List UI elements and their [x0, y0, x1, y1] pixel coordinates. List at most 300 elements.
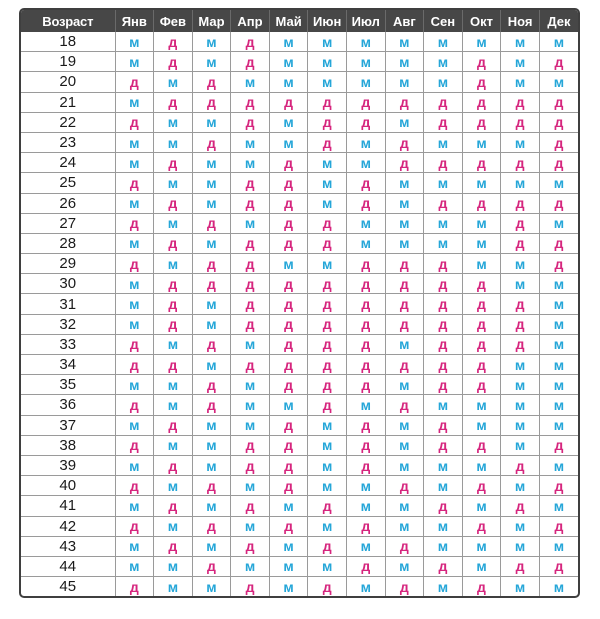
header-month: Апр: [231, 10, 270, 32]
girl-cell: д: [346, 112, 385, 132]
girl-cell: д: [308, 314, 347, 334]
boy-cell: м: [424, 132, 463, 152]
boy-cell: м: [269, 72, 308, 92]
boy-cell: м: [346, 213, 385, 233]
boy-cell: м: [462, 233, 501, 253]
girl-cell: д: [462, 193, 501, 213]
girl-cell: д: [115, 213, 154, 233]
girl-cell: д: [501, 193, 540, 213]
boy-cell: м: [154, 476, 193, 496]
boy-cell: м: [385, 375, 424, 395]
table-row: [21, 556, 578, 576]
boy-cell: м: [115, 132, 154, 152]
girl-cell: д: [424, 92, 463, 112]
girl-cell: д: [115, 516, 154, 536]
boy-cell: м: [539, 455, 578, 475]
boy-cell: м: [192, 435, 231, 455]
age-cell: 24: [21, 153, 115, 173]
age-cell: 20: [21, 72, 115, 92]
girl-cell: д: [192, 213, 231, 233]
girl-cell: д: [346, 294, 385, 314]
table-row: [21, 274, 578, 294]
boy-cell: м: [192, 233, 231, 253]
boy-cell: м: [462, 496, 501, 516]
boy-cell: м: [424, 455, 463, 475]
girl-cell: д: [154, 415, 193, 435]
girl-cell: д: [231, 173, 270, 193]
boy-cell: м: [346, 476, 385, 496]
header-month: Янв: [115, 10, 154, 32]
girl-cell: д: [192, 254, 231, 274]
girl-cell: д: [231, 254, 270, 274]
boy-cell: м: [501, 577, 540, 597]
age-cell: 44: [21, 556, 115, 576]
boy-cell: м: [308, 193, 347, 213]
boy-cell: м: [115, 52, 154, 72]
table-row: [21, 254, 578, 274]
boy-cell: м: [231, 72, 270, 92]
girl-cell: д: [346, 375, 385, 395]
girl-cell: д: [115, 355, 154, 375]
girl-cell: д: [346, 274, 385, 294]
girl-cell: д: [192, 132, 231, 152]
boy-cell: м: [154, 334, 193, 354]
table-row: [21, 395, 578, 415]
girl-cell: д: [501, 455, 540, 475]
girl-cell: д: [231, 52, 270, 72]
boy-cell: м: [424, 52, 463, 72]
table-body: [21, 32, 578, 596]
girl-cell: д: [269, 193, 308, 213]
girl-cell: д: [231, 92, 270, 112]
girl-cell: д: [385, 577, 424, 597]
girl-cell: д: [192, 516, 231, 536]
girl-cell: д: [424, 435, 463, 455]
age-cell: 26: [21, 193, 115, 213]
girl-cell: д: [539, 476, 578, 496]
boy-cell: м: [385, 72, 424, 92]
girl-cell: д: [462, 112, 501, 132]
girl-cell: д: [231, 112, 270, 132]
age-cell: 27: [21, 213, 115, 233]
age-cell: 34: [21, 355, 115, 375]
girl-cell: д: [462, 153, 501, 173]
boy-cell: м: [385, 193, 424, 213]
girl-cell: д: [346, 435, 385, 455]
boy-cell: м: [154, 435, 193, 455]
girl-cell: д: [192, 395, 231, 415]
header-month: Дек: [539, 10, 578, 32]
girl-cell: д: [501, 556, 540, 576]
boy-cell: м: [539, 72, 578, 92]
boy-cell: м: [192, 496, 231, 516]
girl-cell: д: [269, 435, 308, 455]
boy-cell: м: [385, 415, 424, 435]
boy-cell: м: [424, 173, 463, 193]
age-cell: 37: [21, 415, 115, 435]
boy-cell: м: [154, 213, 193, 233]
header-month: Ноя: [501, 10, 540, 32]
table-row: [21, 415, 578, 435]
boy-cell: м: [385, 233, 424, 253]
girl-cell: д: [192, 72, 231, 92]
girl-cell: д: [269, 274, 308, 294]
boy-cell: м: [553, 578, 565, 595]
boy-cell: м: [231, 132, 270, 152]
girl-cell: д: [154, 233, 193, 253]
boy-cell: м: [539, 314, 578, 334]
boy-cell: м: [346, 395, 385, 415]
boy-cell: м: [269, 32, 308, 52]
boy-cell: м: [308, 476, 347, 496]
girl-cell: д: [308, 334, 347, 354]
boy-cell: м: [115, 314, 154, 334]
table-row: [21, 476, 578, 496]
boy-cell: м: [192, 153, 231, 173]
girl-cell: д: [501, 334, 540, 354]
boy-cell: м: [346, 153, 385, 173]
boy-cell: м: [539, 213, 578, 233]
table-row: [21, 334, 578, 354]
girl-cell: д: [231, 355, 270, 375]
boy-cell: м: [462, 395, 501, 415]
boy-cell: м: [231, 415, 270, 435]
boy-cell: м: [346, 577, 385, 597]
girl-cell: д: [385, 153, 424, 173]
boy-cell: м: [539, 395, 578, 415]
header-month: Авг: [385, 10, 424, 32]
girl-cell: д: [424, 112, 463, 132]
girl-cell: д: [385, 92, 424, 112]
girl-cell: д: [385, 314, 424, 334]
girl-cell: д: [501, 314, 540, 334]
girl-cell: д: [154, 52, 193, 72]
girl-cell: д: [154, 294, 193, 314]
girl-cell: д: [269, 476, 308, 496]
boy-cell: м: [462, 254, 501, 274]
girl-cell: д: [192, 375, 231, 395]
boy-cell: м: [115, 415, 154, 435]
boy-cell: м: [424, 233, 463, 253]
age-cell: 21: [21, 92, 115, 112]
table-row: [21, 173, 578, 193]
boy-cell: м: [424, 476, 463, 496]
girl-cell: д: [231, 496, 270, 516]
girl-cell: д: [115, 435, 154, 455]
girl-cell: д: [308, 213, 347, 233]
age-cell: 19: [21, 52, 115, 72]
boy-cell: м: [346, 132, 385, 152]
girl-cell: д: [539, 92, 578, 112]
girl-cell: д: [346, 193, 385, 213]
age-month-table: [21, 10, 578, 596]
girl-cell: д: [501, 92, 540, 112]
boy-cell: м: [269, 536, 308, 556]
boy-cell: м: [462, 455, 501, 475]
boy-cell: м: [154, 173, 193, 193]
boy-cell: м: [346, 32, 385, 52]
boy-cell: м: [269, 112, 308, 132]
girl-cell: д: [308, 375, 347, 395]
boy-cell: м: [308, 435, 347, 455]
girl-cell: д: [462, 92, 501, 112]
girl-cell: д: [539, 153, 578, 173]
boy-cell: м: [231, 153, 270, 173]
boy-cell: м: [501, 415, 540, 435]
girl-cell: д: [231, 455, 270, 475]
boy-cell: м: [424, 213, 463, 233]
boy-cell: м: [269, 254, 308, 274]
boy-cell: м: [385, 32, 424, 52]
girl-cell: д: [501, 213, 540, 233]
boy-cell: м: [539, 375, 578, 395]
header-row: [21, 10, 578, 32]
girl-cell: д: [462, 334, 501, 354]
girl-cell: д: [346, 355, 385, 375]
girl-cell: д: [154, 536, 193, 556]
header-age: Возраст: [21, 10, 115, 32]
boy-cell: м: [308, 32, 347, 52]
boy-cell: м: [192, 314, 231, 334]
boy-cell: м: [385, 112, 424, 132]
girl-cell: д: [269, 334, 308, 354]
girl-cell: д: [192, 92, 231, 112]
girl-cell: д: [231, 274, 270, 294]
girl-cell: д: [539, 233, 578, 253]
girl-cell: д: [424, 153, 463, 173]
boy-cell: м: [308, 516, 347, 536]
boy-cell: м: [424, 395, 463, 415]
girl-cell: д: [539, 556, 578, 576]
boy-cell: м: [424, 536, 463, 556]
girl-cell: д: [539, 516, 578, 536]
girl-cell: д: [231, 32, 270, 52]
boy-cell: м: [231, 516, 270, 536]
boy-cell: м: [154, 112, 193, 132]
boy-cell: м: [115, 496, 154, 516]
table-row: [21, 294, 578, 314]
table-row: [21, 112, 578, 132]
boy-cell: м: [539, 294, 578, 314]
girl-cell: д: [501, 153, 540, 173]
boy-cell: м: [231, 375, 270, 395]
age-cell: 28: [21, 233, 115, 253]
girl-cell: д: [308, 92, 347, 112]
girl-cell: д: [269, 294, 308, 314]
girl-cell: д: [424, 334, 463, 354]
boy-cell: м: [501, 173, 540, 193]
age-cell: 45: [21, 577, 115, 597]
girl-cell: д: [269, 355, 308, 375]
boy-cell: м: [539, 536, 578, 556]
boy-cell: м: [192, 52, 231, 72]
table-row: [21, 153, 578, 173]
boy-cell: м: [501, 72, 540, 92]
girl-cell: д: [308, 233, 347, 253]
girl-cell: д: [231, 435, 270, 455]
girl-cell: д: [269, 415, 308, 435]
girl-cell: д: [424, 274, 463, 294]
girl-cell: д: [346, 92, 385, 112]
girl-cell: д: [115, 577, 154, 597]
girl-cell: д: [115, 476, 154, 496]
boy-cell: м: [308, 415, 347, 435]
girl-cell: д: [424, 556, 463, 576]
boy-cell: м: [269, 395, 308, 415]
boy-cell: м: [501, 132, 540, 152]
boy-cell: м: [539, 32, 578, 52]
girl-cell: д: [462, 577, 501, 597]
girl-cell: д: [346, 334, 385, 354]
boy-cell: м: [269, 577, 308, 597]
girl-cell: д: [269, 173, 308, 193]
girl-cell: д: [115, 395, 154, 415]
boy-cell: м: [385, 173, 424, 193]
boy-cell: м: [424, 577, 463, 597]
table-row: [21, 213, 578, 233]
boy-cell: м: [154, 375, 193, 395]
girl-cell: д: [385, 132, 424, 152]
girl-cell: д: [115, 112, 154, 132]
boy-cell: м: [501, 52, 540, 72]
boy-cell: м: [192, 193, 231, 213]
boy-cell: м: [192, 577, 231, 597]
table-row: [21, 496, 578, 516]
boy-cell: м: [308, 455, 347, 475]
boy-cell: м: [462, 536, 501, 556]
girl-cell: д: [462, 516, 501, 536]
girl-cell: д: [231, 193, 270, 213]
age-cell: 32: [21, 314, 115, 334]
girl-cell: д: [539, 254, 578, 274]
boy-cell: м: [462, 173, 501, 193]
boy-cell: м: [385, 455, 424, 475]
boy-cell: м: [269, 52, 308, 72]
boy-cell: м: [462, 132, 501, 152]
girl-cell: д: [385, 294, 424, 314]
boy-cell: м: [501, 476, 540, 496]
boy-cell: м: [308, 72, 347, 92]
table-row: [21, 375, 578, 395]
table-row: [21, 577, 578, 597]
boy-cell: м: [385, 496, 424, 516]
girl-cell: д: [385, 536, 424, 556]
girl-cell: д: [154, 496, 193, 516]
age-cell: 18: [21, 32, 115, 52]
table-row: [21, 435, 578, 455]
boy-cell: м: [154, 254, 193, 274]
age-cell: 30: [21, 274, 115, 294]
table-row: [21, 455, 578, 475]
girl-cell: д: [269, 213, 308, 233]
girl-cell: д: [539, 435, 578, 455]
girl-cell: д: [462, 355, 501, 375]
girl-cell: д: [346, 254, 385, 274]
girl-cell: д: [424, 254, 463, 274]
girl-cell: д: [385, 395, 424, 415]
boy-cell: м: [501, 375, 540, 395]
age-cell: 29: [21, 254, 115, 274]
girl-cell: д: [462, 375, 501, 395]
girl-cell: д: [231, 294, 270, 314]
boy-cell: м: [308, 52, 347, 72]
boy-cell: м: [269, 556, 308, 576]
girl-cell: д: [462, 435, 501, 455]
girl-cell: д: [154, 355, 193, 375]
girl-cell: д: [385, 476, 424, 496]
girl-cell: д: [539, 52, 578, 72]
age-cell: 43: [21, 536, 115, 556]
boy-cell: м: [154, 132, 193, 152]
girl-cell: д: [385, 355, 424, 375]
boy-cell: м: [115, 294, 154, 314]
boy-cell: м: [385, 52, 424, 72]
age-cell: 23: [21, 132, 115, 152]
boy-cell: м: [501, 435, 540, 455]
boy-cell: м: [385, 556, 424, 576]
boy-cell: м: [192, 112, 231, 132]
age-cell: 36: [21, 395, 115, 415]
girl-cell: д: [308, 577, 347, 597]
header-month: Июл: [346, 10, 385, 32]
boy-cell: м: [231, 476, 270, 496]
girl-cell: д: [424, 415, 463, 435]
boy-cell: м: [192, 536, 231, 556]
boy-cell: м: [501, 395, 540, 415]
table-row: [21, 536, 578, 556]
boy-cell: м: [115, 274, 154, 294]
girl-cell: д: [462, 314, 501, 334]
boy-cell: м: [308, 153, 347, 173]
boy-cell: м: [501, 355, 540, 375]
girl-cell: д: [308, 274, 347, 294]
boy-cell: м: [501, 254, 540, 274]
boy-cell: м: [308, 556, 347, 576]
boy-cell: м: [154, 556, 193, 576]
boy-cell: м: [424, 72, 463, 92]
boy-cell: м: [115, 455, 154, 475]
girl-cell: д: [385, 274, 424, 294]
girl-cell: д: [424, 193, 463, 213]
boy-cell: м: [154, 577, 193, 597]
girl-cell: д: [424, 496, 463, 516]
table-row: [21, 132, 578, 152]
girl-cell: д: [269, 314, 308, 334]
boy-cell: м: [192, 32, 231, 52]
age-cell: 38: [21, 435, 115, 455]
girl-cell: д: [231, 577, 270, 597]
boy-cell: м: [154, 516, 193, 536]
boy-cell: м: [231, 556, 270, 576]
girl-cell: д: [501, 496, 540, 516]
girl-cell: д: [115, 254, 154, 274]
girl-cell: д: [115, 173, 154, 193]
boy-cell: м: [385, 516, 424, 536]
table-row: [21, 314, 578, 334]
conception-chart: [19, 8, 580, 598]
boy-cell: м: [539, 173, 578, 193]
girl-cell: д: [501, 112, 540, 132]
boy-cell: м: [115, 375, 154, 395]
boy-cell: м: [192, 294, 231, 314]
boy-cell: м: [539, 274, 578, 294]
table-row: [21, 32, 578, 52]
boy-cell: м: [424, 32, 463, 52]
age-cell: 33: [21, 334, 115, 354]
boy-cell: м: [231, 395, 270, 415]
boy-cell: м: [115, 92, 154, 112]
girl-cell: д: [192, 556, 231, 576]
